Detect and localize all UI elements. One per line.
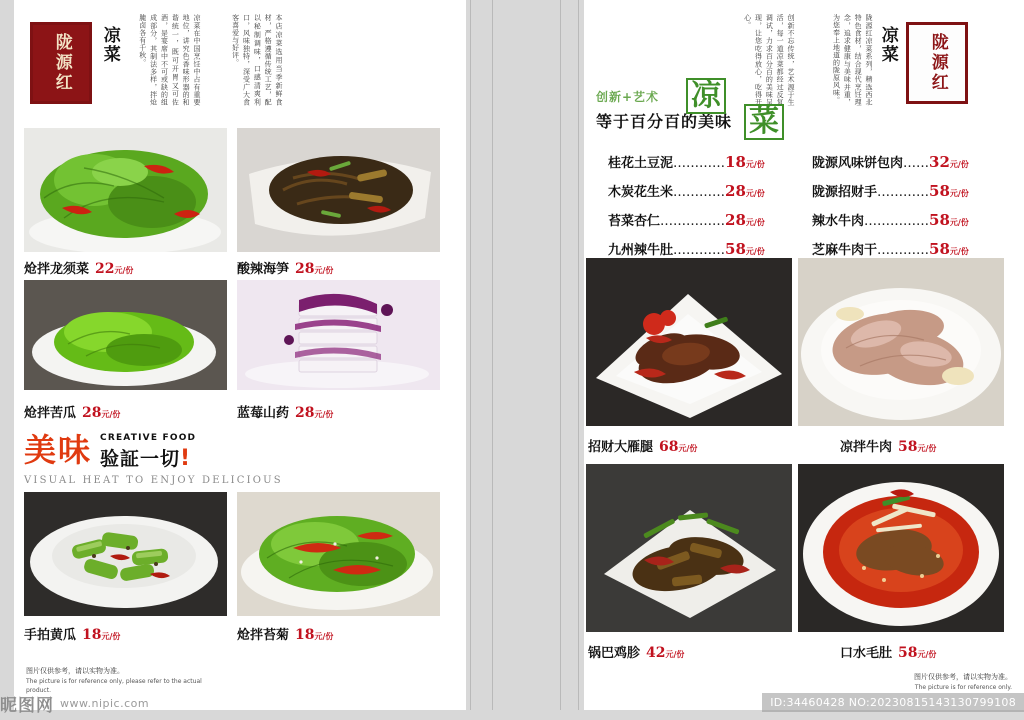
menu-text-row — [608, 152, 765, 171]
dish-price-6: 68 — [659, 439, 679, 455]
dish-unit-9: 元/份 — [917, 649, 937, 659]
site-name: 昵图网 — [0, 695, 54, 716]
promo-banner — [24, 425, 284, 485]
dish-caption-9 — [840, 642, 936, 661]
dish-photo-4 — [24, 492, 227, 616]
dish-name-0: 炝拌龙须菜 — [24, 262, 90, 277]
dish-unit-4: 元/份 — [101, 631, 121, 641]
dish-caption-8 — [588, 642, 684, 661]
left-footnote-cn: 图片仅供参考，请以实物为准。 — [26, 667, 124, 675]
menu-text-dots: ………… — [673, 185, 726, 200]
dish-price-3: 28 — [295, 405, 315, 421]
text-menu-left-column — [608, 152, 765, 268]
section-label-left: 凉菜 — [99, 26, 120, 64]
banner-english-line: VISUAL HEAT TO ENJOY DELICIOUS — [24, 475, 283, 486]
banner-creative-en: CREATIVE FOOD — [100, 433, 197, 443]
banner-subline: 验証一切 — [100, 448, 181, 470]
dish-caption-3 — [237, 402, 333, 421]
decorative-paragraph-4: 创新不忘传统，艺术源于生活，每一道凉菜都经过反复调试，力求百分百的美味呈现，让您吃得放心，吃得开心。 — [743, 14, 795, 106]
dish-caption-0 — [24, 258, 133, 277]
dish-name-9: 口水毛肚 — [840, 646, 893, 661]
menu-text-unit: 元/份 — [949, 217, 969, 227]
dish-unit-6: 元/份 — [678, 443, 698, 453]
dish-name-6: 招财大雁腿 — [588, 440, 654, 455]
bitter-melon-salad-image — [24, 280, 227, 390]
braised-goose-leg-image — [586, 258, 792, 426]
dish-price-8: 42 — [646, 645, 666, 661]
left-footnote-en: The picture is for reference only, please refer to the actual product. — [26, 677, 202, 694]
saliva-tripe-chili-image — [798, 464, 1004, 632]
green-seaweed-salad-image — [24, 128, 227, 252]
dish-name-7: 凉拌牛肉 — [840, 440, 893, 455]
dish-photo-3 — [237, 280, 440, 390]
dish-name-4: 手拍黄瓜 — [24, 628, 77, 643]
dish-caption-5 — [237, 624, 333, 643]
menu-text-price: 58 — [929, 182, 950, 200]
headline-top: 创新+艺术 — [596, 90, 660, 104]
crispy-chicken-gizzard-image — [586, 464, 792, 632]
sliced-cold-beef-image — [798, 258, 1004, 426]
banner-exclaim: ! — [180, 446, 191, 471]
menu-text-unit: 元/份 — [745, 188, 765, 198]
right-footnote-en: The picture is for reference only. — [914, 683, 1012, 691]
headline-bottom: 等于百分百的美味 — [596, 112, 733, 131]
right-footnote-cn: 图片仅供参考，请以实物为准。 — [914, 673, 1012, 681]
dish-photo-0 — [24, 128, 227, 252]
menu-text-name: 桂花土豆泥 — [608, 156, 674, 171]
fold-line-4 — [578, 0, 579, 710]
menu-text-price: 58 — [929, 211, 950, 229]
menu-text-row — [608, 210, 765, 229]
dish-photo-8 — [586, 464, 792, 632]
dish-name-5: 炝拌苔菊 — [237, 628, 290, 643]
menu-text-dots: …………… — [660, 214, 726, 229]
menu-text-dots: ………… — [673, 156, 726, 171]
menu-text-price: 28 — [725, 211, 746, 229]
menu-text-name: 陇源风味饼包肉 — [812, 156, 904, 171]
green-char-liang: 凉 — [686, 78, 726, 114]
dish-unit-1: 元/份 — [314, 265, 334, 275]
menu-text-price: 32 — [929, 153, 950, 171]
fold-line-2 — [492, 0, 493, 710]
dish-photo-7 — [798, 258, 1004, 426]
menu-text-dots: …… — [903, 156, 930, 171]
dish-price-7: 58 — [898, 439, 918, 455]
dish-unit-7: 元/份 — [917, 443, 937, 453]
brand-seal-text-right: 陇源红 — [927, 33, 948, 93]
menu-text-unit: 元/份 — [949, 188, 969, 198]
dish-name-8: 锅巴鸡胗 — [588, 646, 641, 661]
menu-text-name: 苔菜杏仁 — [608, 214, 661, 229]
image-id-watermark: ID:34460428 NO:20230815143130799108 — [762, 693, 1024, 712]
dish-price-9: 58 — [898, 645, 918, 661]
brand-seal-left — [30, 22, 92, 104]
dish-price-2: 28 — [82, 405, 102, 421]
right-footnote — [872, 672, 1012, 692]
dish-caption-6 — [588, 436, 697, 455]
menu-text-name: 芝麻牛肉干 — [812, 243, 878, 258]
dish-price-4: 18 — [82, 627, 102, 643]
dish-unit-2: 元/份 — [101, 409, 121, 419]
menu-text-dots: ………… — [673, 243, 726, 258]
menu-text-name: 木炭花生米 — [608, 185, 674, 200]
dish-photo-6 — [586, 258, 792, 426]
dish-name-3: 蓝莓山药 — [237, 406, 290, 421]
menu-text-row — [812, 210, 969, 229]
dish-unit-8: 元/份 — [665, 649, 685, 659]
menu-text-price: 18 — [725, 153, 746, 171]
menu-text-dots: …………… — [864, 214, 930, 229]
dish-photo-1 — [237, 128, 440, 252]
menu-text-dots: ………… — [877, 185, 930, 200]
dish-unit-3: 元/份 — [314, 409, 334, 419]
text-menu-right-column — [812, 152, 969, 268]
menu-text-unit: 元/份 — [949, 246, 969, 256]
dish-photo-2 — [24, 280, 227, 390]
menu-text-unit: 元/份 — [745, 159, 765, 169]
decorative-paragraph-2: 本店凉菜选用当季新鲜食材，严格遵循传统工艺，配以秘制调味，口感清爽利口，风味独特，深受广大食客喜爱与好评。 — [231, 14, 283, 106]
dish-unit-0: 元/份 — [114, 265, 134, 275]
dish-caption-7 — [840, 436, 936, 455]
menu-text-price: 28 — [725, 182, 746, 200]
menu-text-name: 九州辣牛肚 — [608, 243, 674, 258]
banner-headline: 美味 — [24, 431, 93, 469]
dish-unit-5: 元/份 — [314, 631, 334, 641]
menu-text-row — [812, 239, 969, 258]
dish-photo-9 — [798, 464, 1004, 632]
menu-text-row — [608, 181, 765, 200]
menu-text-unit: 元/份 — [949, 159, 969, 169]
dish-photo-5 — [237, 492, 440, 616]
brand-seal-text: 陇源红 — [51, 33, 72, 93]
dish-name-1: 酸辣海笋 — [237, 262, 290, 277]
dish-caption-4 — [24, 624, 120, 643]
smashed-cucumber-image — [24, 492, 227, 616]
decorative-paragraph-1: 凉菜在中国烹饪中占有重要地位，讲究色香味形器的和谐统一，既可开胃又可佐酒，是宴席中不可或缺的组成部分，其制法多样，拌炝腌卤各有千秋。 — [138, 14, 201, 106]
fold-line-1 — [470, 0, 471, 710]
blueberry-yam-image — [237, 280, 440, 390]
section-label-right: 凉菜 — [877, 26, 898, 64]
menu-text-dots: ………… — [877, 243, 930, 258]
menu-text-name: 辣水牛肉 — [812, 214, 865, 229]
seaweed-chrysanthemum-salad-image — [237, 492, 440, 616]
site-url: www.nipic.com — [60, 696, 150, 710]
dish-caption-2 — [24, 402, 120, 421]
dish-price-5: 18 — [295, 627, 315, 643]
menu-text-row — [812, 181, 969, 200]
menu-text-price: 58 — [929, 240, 950, 258]
dish-name-2: 炝拌苦瓜 — [24, 406, 77, 421]
fold-line-3 — [560, 0, 561, 710]
dish-price-1: 28 — [295, 261, 315, 277]
brand-seal-right — [906, 22, 968, 104]
site-watermark — [0, 690, 210, 716]
menu-text-price: 58 — [725, 240, 746, 258]
dish-caption-1 — [237, 258, 333, 277]
menu-text-row — [608, 239, 765, 258]
menu-text-unit: 元/份 — [745, 217, 765, 227]
green-char-cai: 菜 — [744, 104, 784, 140]
dish-price-0: 22 — [95, 261, 115, 277]
sour-spicy-sea-bamboo-image — [237, 128, 440, 252]
menu-text-name: 陇源招财手 — [812, 185, 878, 200]
decorative-paragraph-3: 陇源红凉菜系列，精选西北特色食材，结合现代烹饪理念，追求健康与美味并重，为您奉上地道的陇原风味。 — [832, 14, 873, 106]
menu-text-row — [812, 152, 969, 171]
menu-text-unit: 元/份 — [745, 246, 765, 256]
